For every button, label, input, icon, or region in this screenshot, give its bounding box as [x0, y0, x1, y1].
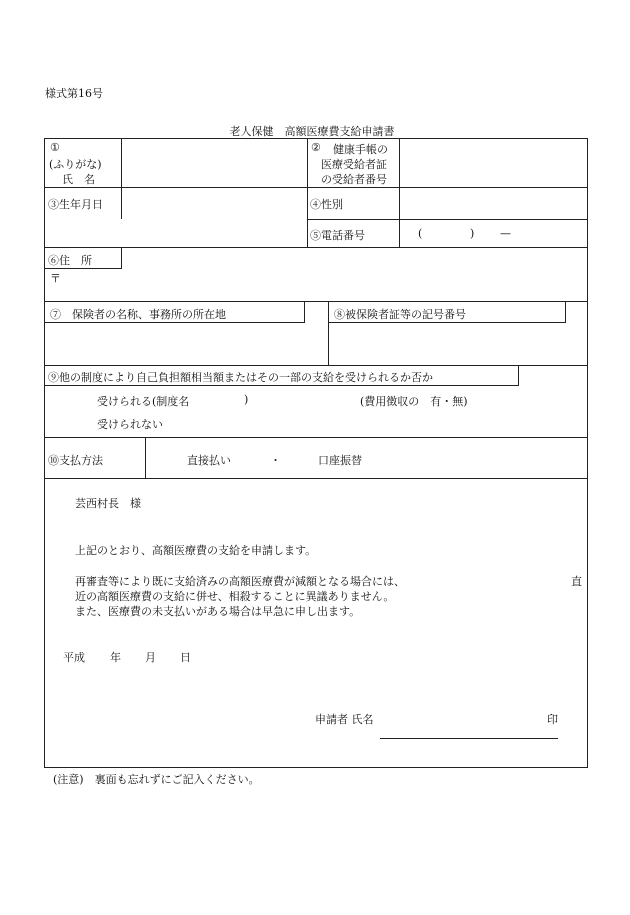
date-day: 日 [180, 651, 191, 664]
cost-collection-option[interactable]: (費用徴収の 有・無) [360, 395, 468, 408]
phone-dash: — [500, 227, 511, 240]
postal-mark: 〒 [50, 272, 61, 285]
declaration-line-2-end: 直 [571, 575, 582, 588]
address-label: ⑥住 所 [48, 254, 92, 267]
phone-paren-close: ) [470, 227, 475, 240]
applicant-name-label: 申請者 氏名 [315, 713, 374, 726]
phone-paren-open: ( [418, 227, 423, 240]
recipient-number-field[interactable] [400, 139, 587, 186]
declaration-line-1: 上記のとおり、高額医療費の支給を申請します。 [75, 544, 317, 557]
name-field[interactable] [122, 139, 306, 186]
handbook-label-1: 健康手帳の [333, 143, 388, 156]
handbook-number: ② [311, 141, 321, 154]
insurer-label: ⑦ 保険者の名称、事務所の所在地 [50, 308, 226, 321]
sex-field[interactable] [400, 188, 587, 218]
receivable-close-paren: ) [244, 393, 249, 406]
form-title: 老人保健 高額医療費支給申請書 [229, 125, 395, 138]
birth-date-label: ③生年月日 [48, 198, 103, 211]
not-receivable-option[interactable]: 受けられない [97, 418, 163, 431]
handbook-label-2: 医療受給者証 [321, 158, 387, 171]
declaration-line-2: 再審査等により既に支給済みの高額医療費が減額となる場合には、 [75, 575, 405, 588]
payment-separator: ・ [270, 454, 281, 467]
payment-method-label: ⑩支払方法 [48, 454, 103, 467]
name-furigana-label: (ふりがな) [49, 158, 102, 171]
sex-label: ④性別 [310, 198, 343, 211]
insured-card-field[interactable] [329, 324, 587, 364]
date-year: 年 [110, 651, 121, 664]
phone-label: ⑤電話番号 [310, 229, 365, 242]
insurer-field[interactable] [45, 324, 327, 364]
handbook-label-3: の受給者番号 [321, 173, 387, 186]
date-month: 月 [145, 651, 156, 664]
note: (注意) 裏面も忘れずにご記入ください。 [53, 773, 260, 786]
addressee: 芸西村長 様 [75, 497, 141, 510]
declaration-line-4: また、医療費の未支払いがある場合は早急に申し出ます。 [75, 605, 361, 618]
phone-field[interactable] [400, 220, 587, 246]
birth-date-field[interactable] [122, 188, 306, 218]
seal-mark: 印 [547, 713, 558, 726]
declaration-line-3: 近の高額医療費の支給に併せ、相殺することに異議ありません。 [75, 590, 395, 603]
payment-transfer-option[interactable]: 口座振替 [318, 454, 362, 467]
address-field[interactable] [123, 248, 587, 300]
other-system-label: ⑨他の制度により自己負担額相当額またはその一部の支給を受けられるか否か [48, 371, 433, 384]
form-number: 様式第16号 [45, 87, 103, 100]
payment-direct-option[interactable]: 直接払い [187, 454, 231, 467]
applicant-signature-line[interactable] [380, 738, 558, 739]
insured-card-label: ⑧被保険者証等の記号番号 [334, 308, 466, 321]
date-era: 平成 [63, 651, 85, 664]
name-number: ① [50, 141, 60, 154]
receivable-option[interactable]: 受けられる(制度名 [97, 395, 190, 408]
name-label: 氏 名 [62, 173, 95, 186]
